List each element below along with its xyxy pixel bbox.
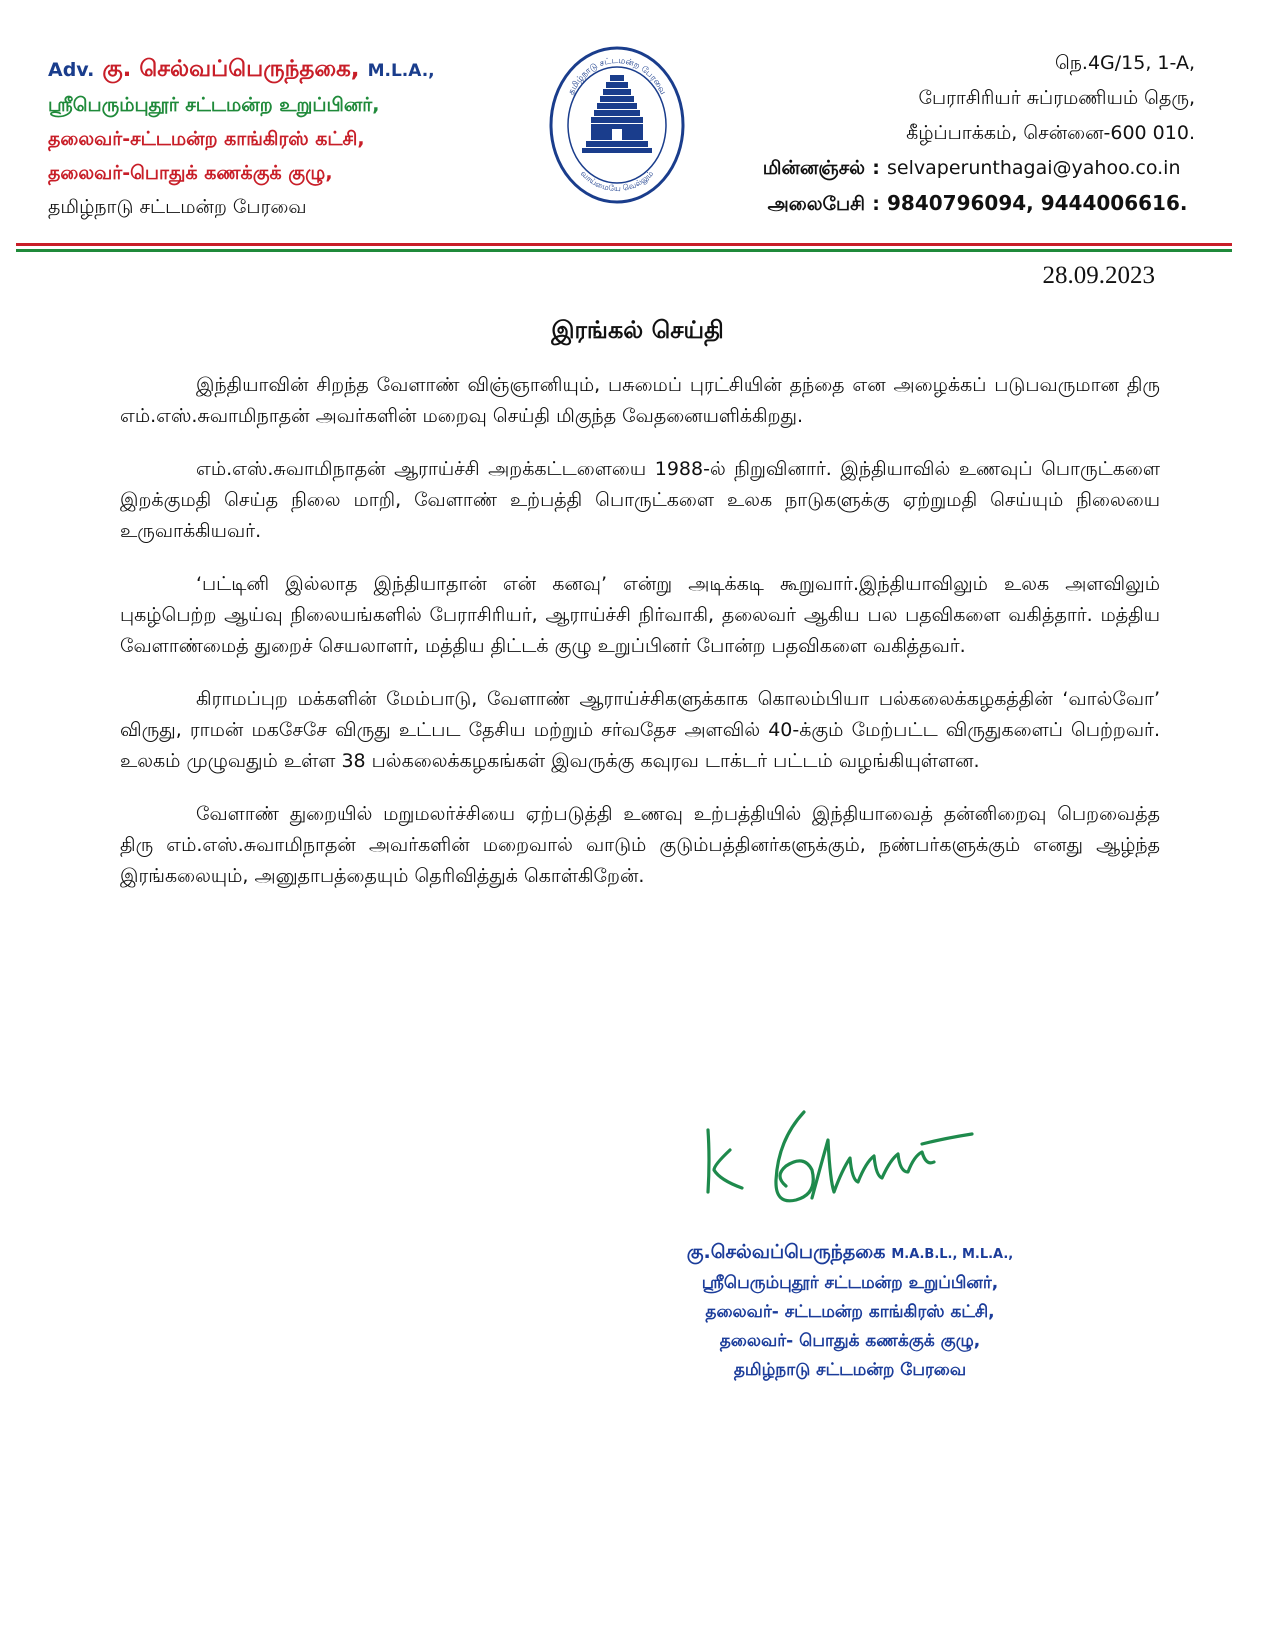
document-date: 28.09.2023 xyxy=(1042,262,1155,289)
phone-numbers: 9840796094, 9444006616. xyxy=(887,191,1188,215)
letterhead xyxy=(48,52,548,224)
separator: : xyxy=(872,157,880,179)
svg-text:வாய்மையே வெல்லும் xyxy=(579,169,655,193)
address-line: பேராசிரியர் சுப்ரமணியம் தெரு, xyxy=(918,87,1195,109)
sender-address xyxy=(735,46,1195,222)
phone-label: அலைபேசி xyxy=(767,193,865,215)
email-row xyxy=(735,151,1195,186)
separator: : xyxy=(872,193,880,215)
address-line: கீழ்ப்பாக்கம், சென்னை-600 010. xyxy=(906,122,1195,144)
stamp-line: தலைவர்- பொதுக் கணக்குக் குழு, xyxy=(719,1331,981,1351)
body-paragraph: கிராமப்புற மக்களின் மேம்பாடு, வேளாண் ஆராய்ச்சிகளுக்காக கொலம்பியா பல்கலைக்கழகத்தின் ‘வால்வோ’ விருது, ராமன் மகசேசே விருது உட்பட தேசிய மற்றும் சர்வதேச அளவில் 40-க்கும் மேற்பட்ட விருதுகளைப் பெற்றவர். உலகம் முழுவதும் உள்ள 38 பல்கலைக்கழகங்கள் இவருக்கு கவுரவ டாக்டர் பட்டம் வழங்கியுள்ளன. xyxy=(120,688,1160,772)
body-paragraph: வேளாண் துறையில் மறுமலர்ச்சியை ஏற்படுத்தி உணவு உற்பத்தியில் இந்தியாவைத் தன்னிறைவு பெறவைத்த திரு எம்.எஸ்.சுவாமிநாதன் அவர்களின் மறைவால் வாடும் குடும்பத்தினர்களுக்கும், நண்பர்களுக்கும் எனது ஆழ்ந்த இரங்கலையும், அனுதாபத்தையும் தெரிவித்துக் கொள்கிறேன். xyxy=(120,803,1160,887)
designation-line: தலைவர்-பொதுக் கணக்குக் குழு, xyxy=(48,162,333,184)
sender-name: கு. செல்வப்பெருந்தகை, xyxy=(102,56,360,82)
official-stamp xyxy=(670,1238,1030,1385)
letterhead-rule-green xyxy=(16,249,1232,252)
phone-row xyxy=(735,186,1195,222)
name-prefix: Adv. xyxy=(48,59,95,81)
designation-line: தமிழ்நாடு சட்டமன்ற பேரவை xyxy=(48,196,307,218)
tamil-nadu-emblem-icon xyxy=(548,45,686,205)
stamp-line: தலைவர்- சட்டமன்ற காங்கிரஸ் கட்சி, xyxy=(705,1302,995,1322)
emblem-motto: வாய்மையே வெல்லும் xyxy=(578,168,656,194)
letterhead-rule-red xyxy=(16,243,1232,246)
designation-line: தலைவர்-சட்டமன்ற காங்கிரஸ் கட்சி, xyxy=(48,128,365,150)
email-label: மின்னஞ்சல் xyxy=(762,157,865,179)
address-line: நெ.4G/15, 1-A, xyxy=(1054,52,1195,74)
emblem-arc-text: தமிழ்நாடு சட்டமன்ற பேரவை xyxy=(566,55,668,97)
stamp-degree: M.A.B.L., M.L.A., xyxy=(891,1247,1014,1262)
stamp-line: தமிழ்நாடு சட்டமன்ற பேரவை xyxy=(733,1360,967,1380)
body-paragraph: ‘பட்டினி இல்லாத இந்தியாதான் என் கனவு’ என்று அடிக்கடி கூறுவார்.இந்தியாவிலும் உலக அளவிலும் புகழ்பெற்ற ஆய்வு நிலையங்களில் பேராசிரியர், ஆராய்ச்சி நிர்வாகி, தலைவர் ஆகிய பல பதவிகளை வகித்தார். மத்திய வேளாண்மைத் துறைச் செயலாளர், மத்திய திட்டக் குழு உறுப்பினர் போன்ற பதவிகளை வகித்தவர். xyxy=(120,573,1160,657)
body-paragraph: இந்தியாவின் சிறந்த வேளாண் விஞ்ஞானியும், பசுமைப் புரட்சியின் தந்தை என அழைக்கப் படுபவருமான திரு எம்.எஸ்.சுவாமிநாதன் அவர்களின் மறைவு செய்தி மிகுந்த வேதனையளிக்கிறது. xyxy=(120,374,1160,427)
name-suffix: M.L.A., xyxy=(367,61,435,81)
stamp-name-line xyxy=(670,1238,1030,1269)
sender-name-line xyxy=(48,52,548,88)
stamp-name: கு.செல்வப்பெருந்தகை xyxy=(686,1241,886,1263)
email-address[interactable]: selvaperunthagai@yahoo.co.in xyxy=(887,157,1181,179)
handwritten-signature xyxy=(700,1110,990,1215)
designation-line: ஸ்ரீபெரும்புதூர் சட்டமன்ற உறுப்பினர், xyxy=(48,94,380,116)
document-body xyxy=(120,370,1160,914)
stamp-line: ஸ்ரீபெரும்புதூர் சட்டமன்ற உறுப்பினர், xyxy=(701,1273,999,1293)
document-title: இரங்கல் செய்தி xyxy=(551,316,724,344)
body-paragraph: எம்.எஸ்.சுவாமிநாதன் ஆராய்ச்சி அறக்கட்டளையை 1988-ல் நிறுவினார். இந்தியாவில் உணவுப் பொருட்களை இறக்குமதி செய்த நிலை மாறி, வேளாண் உற்பத்தி பொருட்களை உலக நாடுகளுக்கு ஏற்றுமதி செய்யும் நிலையை உருவாக்கியவர். xyxy=(120,458,1160,542)
